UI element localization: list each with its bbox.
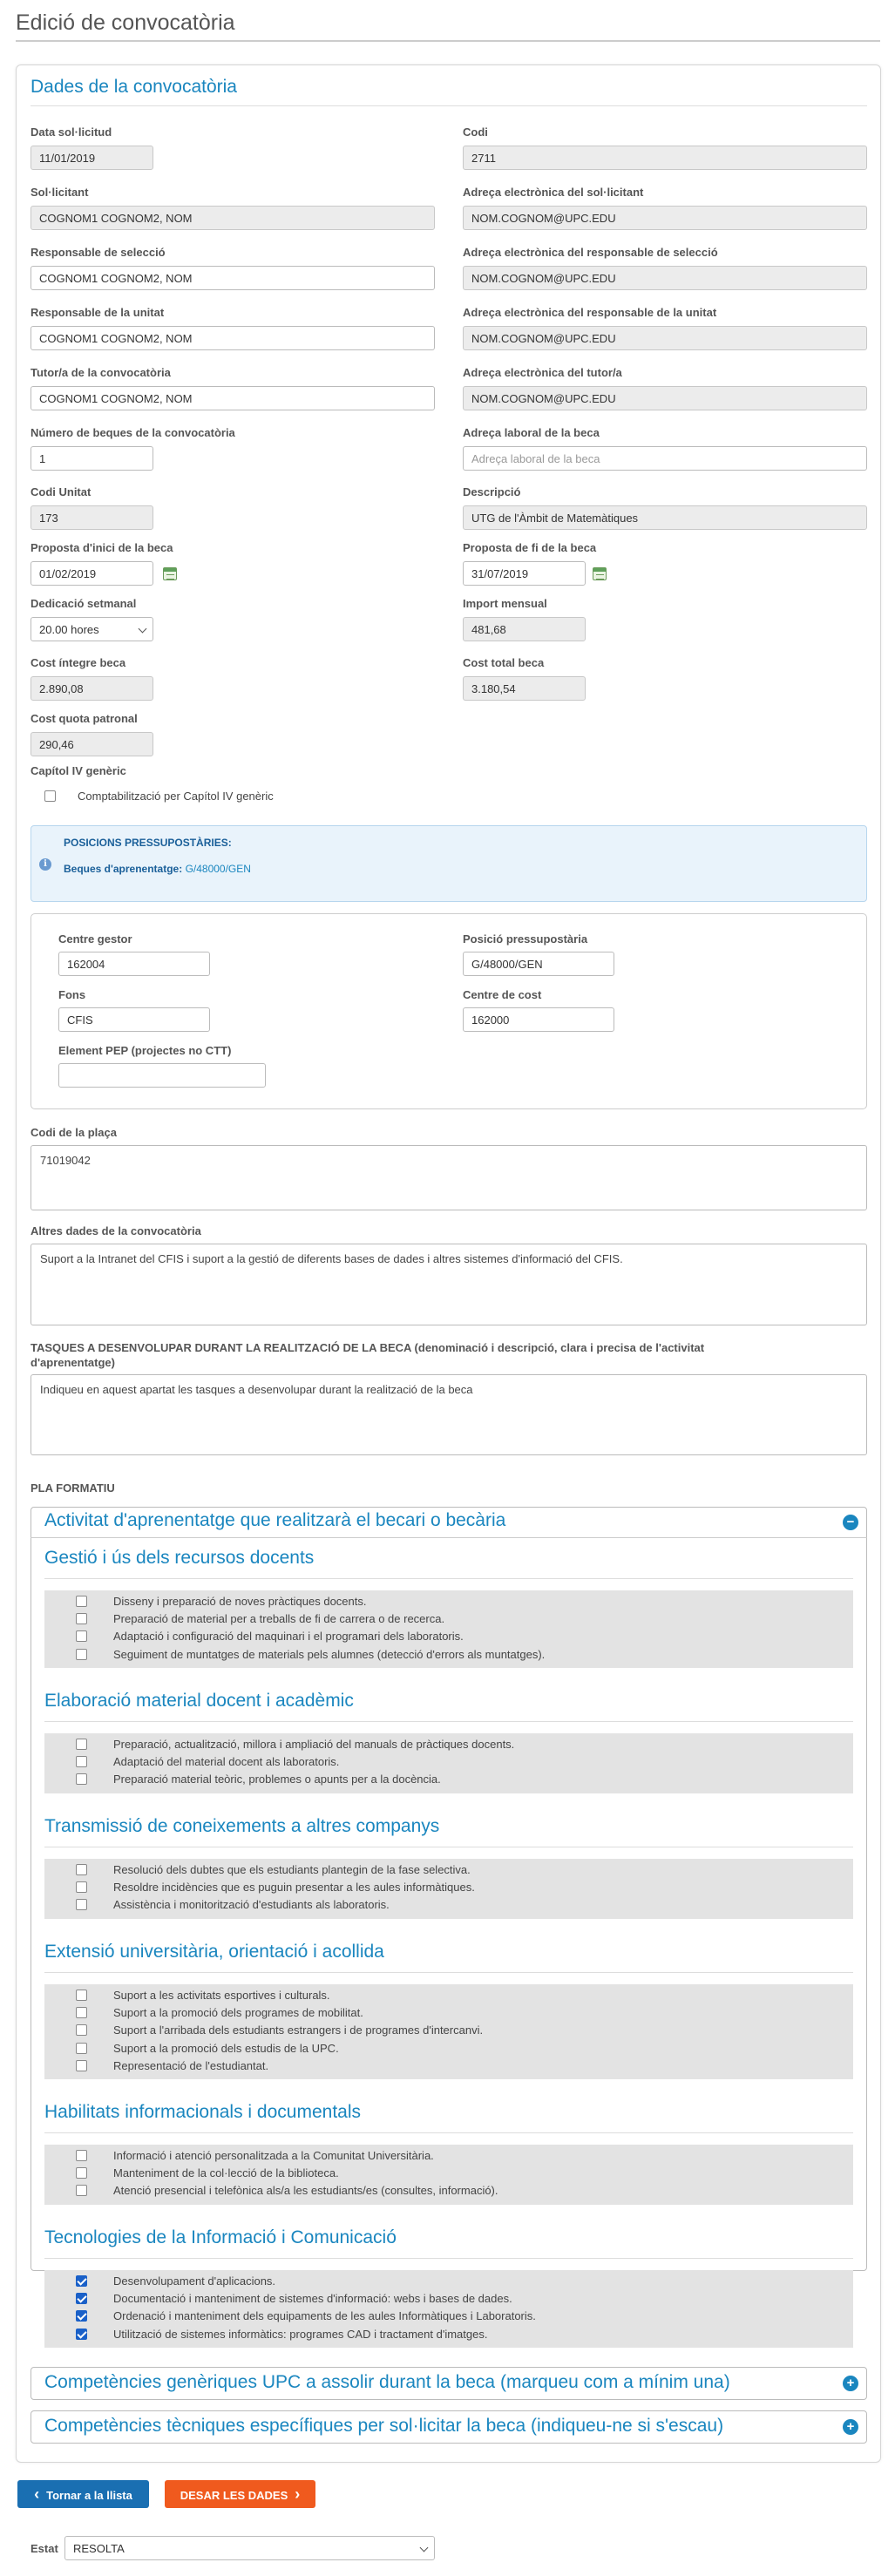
responsable-unitat-field[interactable]: COGNOM1 COGNOM2, NOM [31, 326, 435, 350]
activity-checkbox[interactable] [76, 2310, 87, 2322]
codi-placa-field[interactable]: 71019042 [31, 1145, 867, 1210]
activity-checkbox[interactable] [76, 1613, 87, 1624]
num-beques-label: Número de beques de la convocatòria [31, 426, 235, 439]
fi-beca-field[interactable]: 31/07/2019 [463, 561, 586, 586]
responsable-seleccio-label: Responsable de selecció [31, 246, 166, 259]
posicio-label: Posició pressupostària [463, 932, 588, 946]
email-sollicitant-label: Adreça electrònica del sol·licitant [463, 186, 644, 199]
dedicacio-select[interactable] [31, 617, 153, 641]
group-divider [44, 1972, 853, 1973]
sollicitant-field[interactable]: COGNOM1 COGNOM2, NOM [31, 206, 435, 230]
codi-placa-label: Codi de la plaça [31, 1126, 117, 1139]
fi-beca-label: Proposta de fi de la beca [463, 541, 597, 554]
tutor-field[interactable]: COGNOM1 COGNOM2, NOM [31, 386, 435, 410]
chevron-right-icon: › [295, 2485, 301, 2503]
activity-checkbox-label: Assistència i monitorització d'estudiants als laboratoris. [113, 1898, 390, 1911]
cost-integre-label: Cost íntegre beca [31, 656, 126, 669]
centre-gestor-field[interactable]: 162004 [58, 952, 210, 976]
save-label: DESAR LES DADES [180, 2489, 288, 2502]
activity-checkbox[interactable] [76, 2293, 87, 2304]
cost-total-field[interactable]: 3.180,54 [463, 676, 586, 701]
tutor-label: Tutor/a de la convocatòria [31, 366, 171, 379]
activity-checkbox-label: Documentació i manteniment de sistemes d'informació: webs i bases de dades. [113, 2292, 512, 2305]
email-responsable-seleccio-label: Adreça electrònica del responsable de selecció [463, 246, 718, 259]
save-button[interactable] [165, 2480, 315, 2508]
activity-checkbox-label: Suport a l'arribada dels estudiants estrangers i de programes d'intercanvi. [113, 2024, 484, 2037]
activity-checkbox-label: Adaptació del material docent als laboratoris. [113, 1755, 340, 1768]
activity-checkbox-label: Preparació de material per a treballs de fi de carrera o de recerca. [113, 1612, 445, 1625]
info-title: POSICIONS PRESSUPOSTÀRIES: [64, 837, 232, 849]
inici-beca-field[interactable]: 01/02/2019 [31, 561, 153, 586]
group-divider [44, 2132, 853, 2133]
import-mensual-label: Import mensual [463, 597, 547, 610]
group-divider [44, 1578, 853, 1579]
centre-gestor-label: Centre gestor [58, 932, 132, 946]
tasques-label-line2: d'aprenentatge) [31, 1356, 115, 1369]
accordion-competencies-generiques-title[interactable]: Competències genèriques UPC a assolir durant la beca (marqueu com a mínim una) [44, 2372, 730, 2392]
pep-field[interactable] [58, 1063, 266, 1088]
adreca-laboral-field[interactable]: Adreça laboral de la beca [463, 446, 867, 471]
responsable-seleccio-field[interactable]: COGNOM1 COGNOM2, NOM [31, 266, 435, 290]
dedicacio-value: 20.00 hores [39, 623, 99, 636]
codi-label: Codi [463, 125, 488, 139]
activity-checkbox-label: Suport a la promoció dels programes de mobilitat. [113, 2006, 363, 2019]
section-title: Dades de la convocatòria [31, 77, 237, 97]
activity-checkbox[interactable] [76, 2329, 87, 2340]
estat-select[interactable] [64, 2536, 435, 2560]
accordion-activitat-title[interactable]: Activitat d'aprenentatge que realitzarà el becari o becària [44, 1510, 506, 1530]
group-title: Transmissió de coneixements a altres companys [44, 1816, 440, 1836]
activity-checkbox-label: Adaptació i configuració del maquinari i el programari dels laboratoris. [113, 1630, 464, 1643]
cost-integre-field[interactable]: 2.890,08 [31, 676, 153, 701]
back-to-list-label: Tornar a la llista [46, 2489, 132, 2502]
capitol-label: Capítol IV genèric [31, 764, 126, 777]
codi-unitat-label: Codi Unitat [31, 485, 92, 498]
activity-checkbox-label: Representació de l'estudiantat. [113, 2059, 269, 2072]
activity-checkbox[interactable] [76, 2060, 87, 2071]
activity-checkbox[interactable] [76, 1773, 87, 1785]
descripcio-label: Descripció [463, 485, 521, 498]
cost-total-label: Cost total beca [463, 656, 545, 669]
codi-field[interactable]: 2711 [463, 146, 867, 170]
data-sollicitud-field[interactable]: 11/01/2019 [31, 146, 153, 170]
posicio-field[interactable]: G/48000/GEN [463, 952, 614, 976]
centre-cost-label: Centre de cost [463, 988, 542, 1001]
expand-icon[interactable]: + [843, 2419, 858, 2435]
activity-checkbox[interactable] [76, 2150, 87, 2161]
email-responsable-seleccio-field[interactable]: NOM.COGNOM@UPC.EDU [463, 266, 867, 290]
group-divider [44, 2258, 853, 2259]
chevron-down-icon [139, 625, 147, 634]
email-responsable-unitat-label: Adreça electrònica del responsable de la unitat [463, 306, 717, 319]
activity-checkbox[interactable] [76, 1649, 87, 1660]
activity-checkbox-label: Resoldre incidències que es puguin presentar a les aules informàtiques. [113, 1881, 475, 1894]
activity-checkbox-label: Disseny i preparació de noves pràctiques docents. [113, 1595, 367, 1608]
activity-checkbox-label: Suport a les activitats esportives i culturals. [113, 1989, 330, 2002]
estat-label: Estat [31, 2542, 58, 2555]
title-divider [16, 40, 880, 42]
page-title: Edició de convocatòria [16, 10, 235, 35]
capitol-checkbox[interactable] [44, 790, 56, 802]
activity-checkbox[interactable] [76, 1739, 87, 1750]
activity-checkbox[interactable] [76, 1899, 87, 1910]
pep-label: Element PEP (projectes no CTT) [58, 1044, 232, 1057]
chevron-down-icon [420, 2544, 429, 2552]
activity-checkbox-label: Seguiment de muntatges de materials pels alumnes (detecció d'errors als muntatges). [113, 1648, 546, 1661]
group-title: Habilitats informacionals i documentals [44, 2102, 361, 2122]
activity-checkbox[interactable] [76, 1864, 87, 1875]
descripcio-field[interactable]: UTG de l'Àmbit de Matemàtiques [463, 505, 867, 530]
expand-icon[interactable]: + [843, 2376, 858, 2391]
altres-field[interactable]: Suport a la Intranet del CFIS i suport a la gestió de diferents bases de dades i altres sistemes d'informació del CFIS. [31, 1244, 867, 1325]
activity-checkbox-label: Desenvolupament d'aplicacions. [113, 2274, 276, 2288]
group-title: Tecnologies de la Informació i Comunicació [44, 2227, 397, 2247]
group-divider [44, 1721, 853, 1722]
email-tutor-field[interactable]: NOM.COGNOM@UPC.EDU [463, 386, 867, 410]
fons-label: Fons [58, 988, 86, 1001]
adreca-laboral-label: Adreça laboral de la beca [463, 426, 600, 439]
cost-quota-label: Cost quota patronal [31, 712, 138, 725]
pla-formatiu-label: PLA FORMATIU [31, 1481, 115, 1495]
import-mensual-field[interactable]: 481,68 [463, 617, 586, 641]
activity-checkbox[interactable] [76, 1881, 87, 1893]
info-line-label: Beques d'aprenentatge: [64, 863, 183, 875]
activity-checkbox[interactable] [76, 2275, 87, 2287]
email-sollicitant-field[interactable]: NOM.COGNOM@UPC.EDU [463, 206, 867, 230]
group-title: Gestió i ús dels recursos docents [44, 1548, 315, 1568]
activity-checkbox-label: Informació i atenció personalitzada a la Comunitat Universitària. [113, 2149, 434, 2162]
activity-checkbox[interactable] [76, 1756, 87, 1767]
activity-checkbox-label: Suport a la promoció dels estudis de la UPC. [113, 2042, 339, 2055]
estat-value: RESOLTA [73, 2542, 125, 2555]
activity-checkbox[interactable] [76, 2185, 87, 2196]
activity-checkbox-label: Ordenació i manteniment dels equipaments de les aules Informàtiques i Laboratoris. [113, 2309, 536, 2322]
fons-field[interactable]: CFIS [58, 1007, 210, 1032]
tasques-field[interactable]: Indiqueu en aquest apartat les tasques a desenvolupar durant la realització de la beca [31, 1374, 867, 1455]
accordion-competencies-tecniques-title[interactable]: Competències tècniques específiques per sol·licitar la beca (indiqueu-ne si s'escau) [44, 2416, 724, 2436]
calendar-icon[interactable] [593, 567, 607, 580]
num-beques-field[interactable]: 1 [31, 446, 153, 471]
info-icon: i [39, 858, 51, 871]
capitol-checkbox-label: Comptabilització per Capítol IV genèric [78, 790, 274, 803]
tasques-label-line1: TASQUES A DESENVOLUPAR DURANT LA REALITZACIÓ DE LA BECA (denominació i descripció, clara i precisa de l'activitat [31, 1341, 705, 1354]
activity-checkbox-label: Preparació, actualització, millora i ampliació del manuals de pràctiques docents. [113, 1738, 515, 1751]
activity-checkbox[interactable] [76, 1990, 87, 2001]
altres-label: Altres dades de la convocatòria [31, 1224, 201, 1237]
back-to-list-button[interactable] [17, 2480, 149, 2508]
calendar-icon[interactable] [163, 567, 177, 580]
info-line-value: G/48000/GEN [185, 863, 251, 875]
data-sollicitud-label: Data sol·licitud [31, 125, 112, 139]
collapse-icon[interactable]: − [843, 1515, 858, 1530]
activity-checkbox-label: Atenció presencial i telefònica als/a les estudiants/es (consultes, informació). [113, 2184, 498, 2197]
activity-checkbox[interactable] [76, 2043, 87, 2054]
activity-checkbox-label: Resolució dels dubtes que els estudiants plantegin de la fase selectiva. [113, 1863, 471, 1876]
activity-checkbox-label: Utilització de sistemes informàtics: programes CAD i tractament d'imatges. [113, 2328, 488, 2341]
email-tutor-label: Adreça electrònica del tutor/a [463, 366, 622, 379]
activity-checkbox-label: Manteniment de la col·lecció de la biblioteca. [113, 2166, 339, 2179]
centre-cost-field[interactable]: 162000 [463, 1007, 614, 1032]
responsable-unitat-label: Responsable de la unitat [31, 306, 165, 319]
dedicacio-label: Dedicació setmanal [31, 597, 137, 610]
activity-checkbox-label: Preparació material teòric, problemes o apunts per a la docència. [113, 1773, 441, 1786]
activity-checkbox[interactable] [76, 1630, 87, 1642]
activity-checkbox[interactable] [76, 2024, 87, 2036]
email-responsable-unitat-field[interactable]: NOM.COGNOM@UPC.EDU [463, 326, 867, 350]
group-title: Elaboració material docent i acadèmic [44, 1691, 354, 1711]
activity-checkbox[interactable] [76, 2167, 87, 2179]
cost-quota-field[interactable]: 290,46 [31, 732, 153, 756]
activity-checkbox[interactable] [76, 2007, 87, 2018]
info-line [64, 863, 251, 875]
codi-unitat-field[interactable]: 173 [31, 505, 153, 530]
activity-checkbox[interactable] [76, 1596, 87, 1607]
group-title: Extensió universitària, orientació i acollida [44, 1942, 384, 1962]
section-divider [31, 105, 867, 106]
sollicitant-label: Sol·licitant [31, 186, 89, 199]
inici-beca-label: Proposta d'inici de la beca [31, 541, 173, 554]
chevron-left-icon: ‹ [34, 2485, 40, 2503]
